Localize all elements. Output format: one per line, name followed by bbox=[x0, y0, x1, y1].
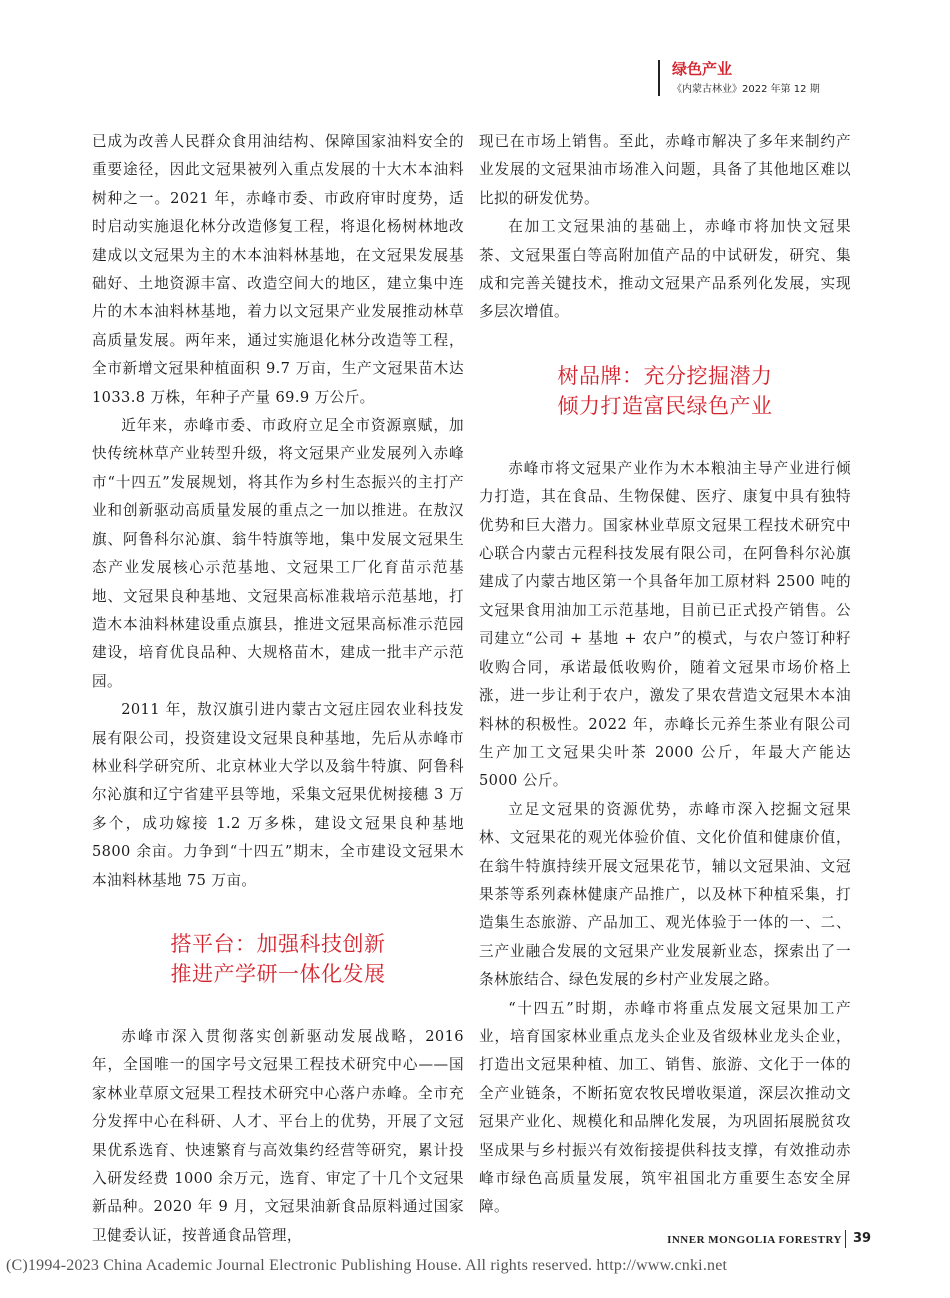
header-divider bbox=[658, 60, 660, 96]
right-column bbox=[479, 128, 851, 1222]
copyright-notice: (C)1994-2023 China Academic Journal Electronic Publishing House. All rights reserved. http://www.cnki.net bbox=[6, 1257, 728, 1274]
footer-divider bbox=[845, 1230, 846, 1248]
paragraph: 立足文冠果的资源优势，赤峰市深入挖掘文冠果林、文冠果花的观光体验价值、文化价值和健康价值，在翁牛特旗持续开展文冠果花节，辅以文冠果油、文冠果茶等系列森林健康产品推广，以及林下种植采集，打造集生态旅游、产品加工、观光体验于一体的一、二、三产业融合发展的文冠果产业发展新业态，探索出了一条林旅结合、绿色发展的乡村产业发展之路。 bbox=[479, 800, 851, 989]
paragraph: 赤峰市深入贯彻落实创新驱动发展战略，2016 年，全国唯一的国字号文冠果工程技术研究中心——国家林业草原文冠果工程技术研究中心落户赤峰。全市充分发挥中心在科研、人才、平台上的优势，开展了文冠果优系选育、快速繁育与高效集约经营等研究，累计投入研发经费 1000 余万元，选育、审定了十几个文冠果新品种。2020 年 9 月，文冠果油新食品原料通过国家卫健委认证，按普通食品管理， bbox=[92, 1027, 464, 1244]
paragraph: 赤峰市将文冠果产业作为木本粮油主导产业进行倾力打造，其在食品、生物保健、医疗、康复中具有独特优势和巨大潜力。国家林业草原文冠果工程技术研究中心联合内蒙古元程科技发展有限公司，在阿鲁科尔沁旗建成了内蒙古地区第一个具备年加工原材料 2500 吨的文冠果食用油加工示范基地，目前已正式投产销售。公司建立“公司 + 基地 + 农户”的模式，与农户签订种籽收购合同，承诺最低收购价，随着文冠果市场价格上涨，进一步让利于农户，激发了果农营造文冠果木本油料林的积极性。2022 年，赤峰长元养生茶业有限公司生产加工文冠果尖叶茶 2000 公斤，年最大产能达 5000 公斤。 bbox=[479, 459, 851, 790]
page-number: 39 bbox=[853, 1231, 872, 1246]
section-title: 绿色产业 bbox=[672, 60, 733, 78]
left-column bbox=[92, 128, 464, 1250]
paragraph: 2011 年，敖汉旗引进内蒙古文冠庄园农业科技发展有限公司，投资建设文冠果良种基地，先后从赤峰市林业科学研究所、北京林业大学以及翁牛特旗、阿鲁科尔沁旗和辽宁省建平县等地，采集文冠果优树接穗 3 万多个，成功嫁接 1.2 万多株，建设文冠果良种基地 5800 余亩。力争到“十四五”期末，全市建设文冠果木本油料林基地 75 万亩。 bbox=[92, 701, 464, 889]
journal-issue: 《内蒙古林业》2022 年第 12 期 bbox=[672, 84, 820, 95]
paragraph: 在加工文冠果油的基础上，赤峰市将加快文冠果茶、文冠果蛋白等高附加值产品的中试研发，研究、集成和完善关键技术，推动文冠果产品系列化发展，实现多层次增值。 bbox=[479, 218, 851, 321]
section-heading bbox=[92, 929, 464, 989]
journal-footer: INNER MONGOLIA FORESTRY bbox=[667, 1234, 842, 1246]
paragraph: 现已在市场上销售。至此，赤峰市解决了多年来制约产业发展的文冠果油市场准入问题，具备了其他地区难以比拟的研发优势。 bbox=[479, 133, 851, 207]
heading-line: 树品牌：充分挖掘潜力 bbox=[557, 363, 773, 388]
paragraph: 近年来，赤峰市委、市政府立足全市资源禀赋，加快传统林草产业转型升级，将文冠果产业发展列入赤峰市“十四五”发展规划，将其作为乡村生态振兴的主打产业和创新驱动高质量发展的重点之一加以推进。在敖汉旗、阿鲁科尔沁旗、翁牛特旗等地，集中发展文冠果生态产业发展核心示范基地、文冠果工厂化育苗示范基地、文冠果良种基地、文冠果高标准栽培示范基地，打造木本油料林建设重点旗县，推进文冠果高标准示范园建设，培育优良品种、大规格苗木，建成一批丰产示范园。 bbox=[92, 417, 464, 690]
paragraph: 已成为改善人民群众食用油结构、保障国家油料安全的重要途径，因此文冠果被列入重点发展的十大木本油料树种之一。2021 年，赤峰市委、市政府审时度势，适时启动实施退化林分改造修复工程，将退化杨树林地改建成以文冠果为主的木本油料林基地，在文冠果发展基础好、土地资源丰富、改造空间大的地区，建立集中连片的木本油料林基地，着力以文冠果产业发展推动林草高质量发展。两年来，通过实施退化林分改造等工程，全市新增文冠果种植面积 9.7 万亩，生产文冠果苗木达 1033.8 万株，年种子产量 69.9 万公斤。 bbox=[92, 133, 464, 406]
section-heading bbox=[479, 361, 851, 421]
paragraph: “十四五”时期，赤峰市将重点发展文冠果加工产业，培育国家林业重点龙头企业及省级林业龙头企业，打造出文冠果种植、加工、销售、旅游、文化于一体的全产业链条，不断拓宽农牧民增收渠道，深层次推动文冠果产业化、规模化和品牌化发展，为巩固拓展脱贫攻坚成果与乡村振兴有效衔接提供科技支撑，有效推动赤峰市绿色高质量发展，筑牢祖国北方重要生态安全屏障。 bbox=[479, 999, 851, 1216]
heading-line: 倾力打造富民绿色产业 bbox=[557, 393, 773, 418]
heading-line: 搭平台：加强科技创新 bbox=[170, 931, 386, 956]
heading-line: 推进产学研一体化发展 bbox=[170, 961, 386, 986]
